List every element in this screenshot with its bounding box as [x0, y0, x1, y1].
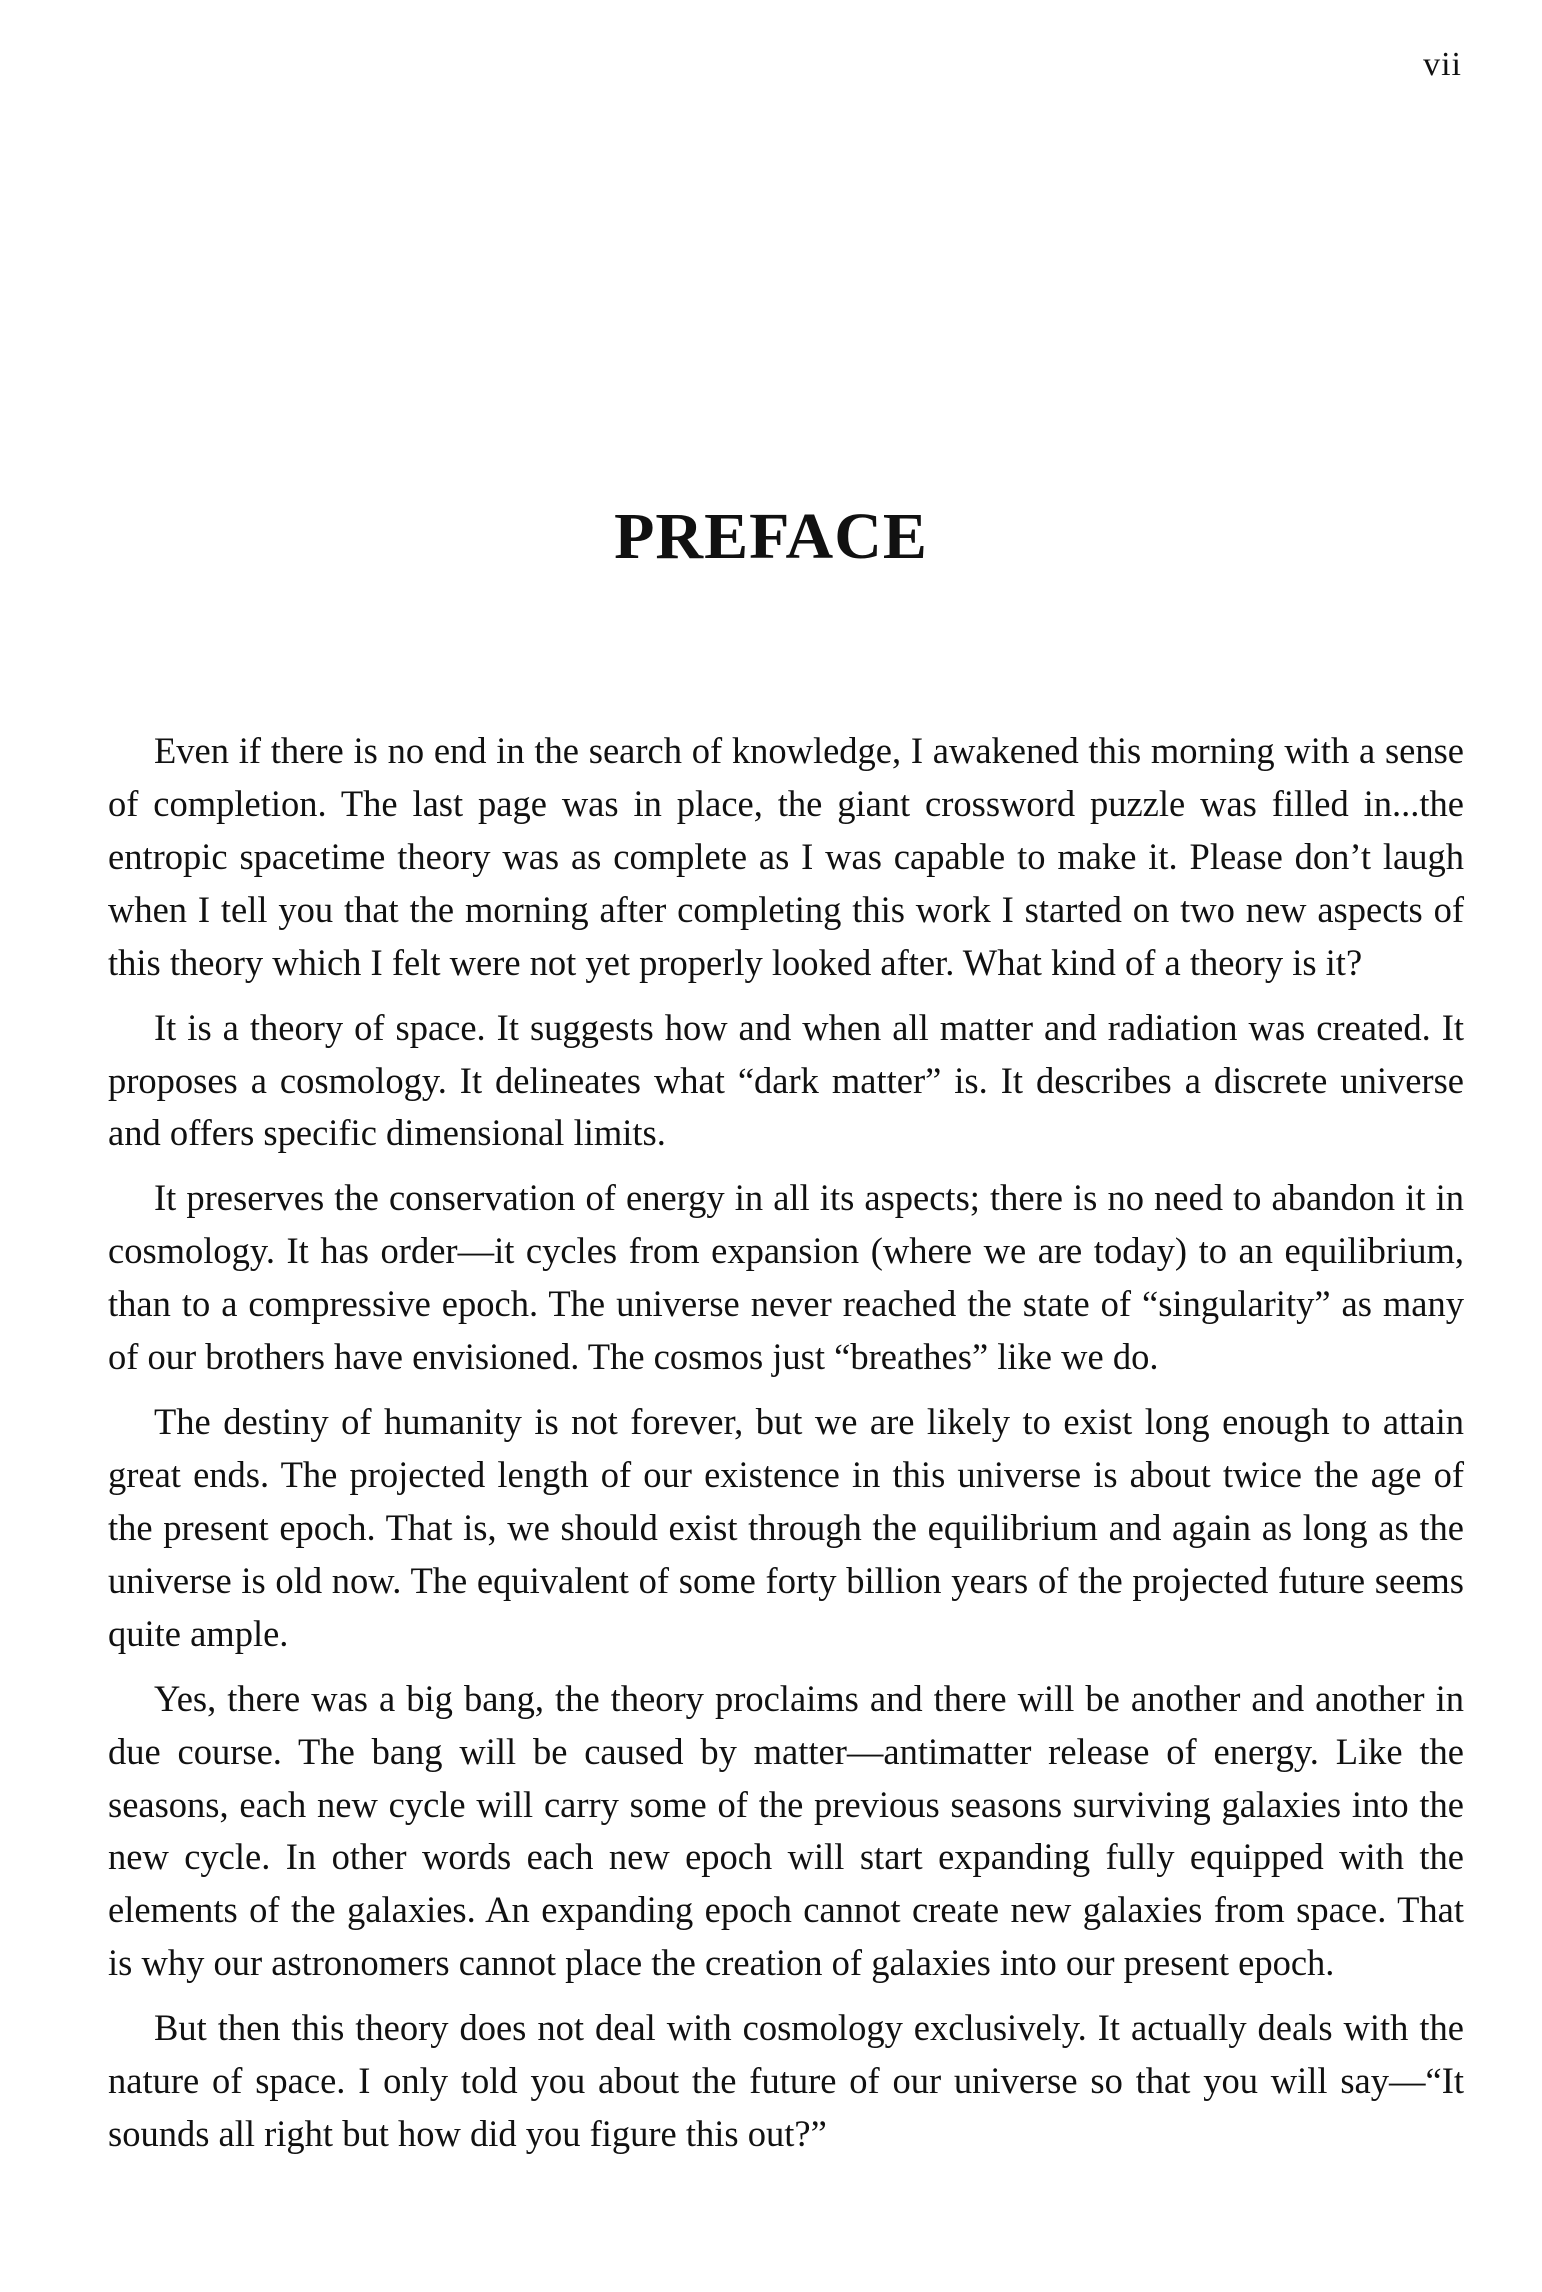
- preface-body: [108, 725, 1464, 2173]
- page-number: vii: [1423, 46, 1462, 83]
- paragraph: It is a theory of space. It suggests how and when all matter and radiation was created. It proposes a cosmology. It delineates what “dark matter” is. It describes a discrete universe and offers specific dimensional limits.: [108, 1006, 1464, 1154]
- paragraph: It preserves the conservation of energy in all its aspects; there is no need to abandon it in cosmology. It has order—it cycles from expansion (where we are today) to an equilibrium, than to a compressive epoch. The universe never reached the state of “singularity” as many of our brothers have envisioned. The cosmos just “breathes” like we do.: [108, 1177, 1464, 1378]
- paragraph: But then this theory does not deal with cosmology exclusively. It actually deals with the nature of space. I only told you about the future of our universe so that you will say—“It sounds all right but how did you figure this out?”: [108, 2007, 1464, 2155]
- paragraph: The destiny of humanity is not forever, but we are likely to exist long enough to attain great ends. The projected length of our existence in this universe is about twice the age of the present epoch. That is, we should exist through the equilibrium and again as long as the universe is old now. The equivalent of some forty billion years of the projected future seems quite ample.: [108, 1401, 1464, 1654]
- page-title: PREFACE: [614, 500, 928, 574]
- paragraph: Yes, there was a big bang, the theory proclaims and there will be another and another in due course. The bang will be caused by matter—antimatter release of energy. Like the seasons, each new cycle will carry some of the previous seasons surviving galaxies into the new cycle. In other words each new epoch will start expanding fully equipped with the elements of the galaxies. An expanding epoch cannot create new galaxies from space. That is why our astronomers cannot place the creation of galaxies into our present epoch.: [108, 1677, 1464, 1984]
- paragraph: Even if there is no end in the search of knowledge, I awakened this morning with a sense of completion. The last page was in place, the giant crossword puzzle was filled in...the entropic spacetime theory was as complete as I was capable to make it. Please don’t laugh when I tell you that the morning after completing this work I started on two new aspects of this theory which I felt were not yet properly looked after. What kind of a theory is it?: [108, 730, 1464, 983]
